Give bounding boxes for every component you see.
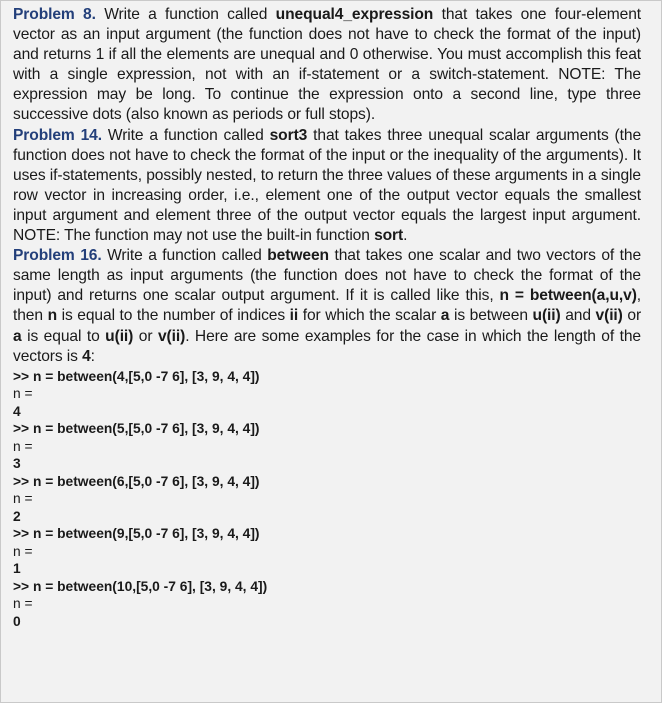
problem-8-title: Problem 8. [13,6,96,23]
example [13,525,641,578]
problem-16-title: Problem 16. [13,247,102,265]
example [13,578,641,631]
problem-set [13,5,641,630]
example-output-value: 2 [13,508,21,524]
examples-block [13,368,641,631]
problem-16-text: is between [453,307,528,325]
example-output-value: 0 [13,613,21,629]
example-command: >> n = between(9,[5,0 -7 6], [3, 9, 4, 4]) [13,526,260,542]
problem-8-text: Write a function called [104,6,268,23]
example-command: >> n = between(6,[5,0 -7 6], [3, 9, 4, 4]) [13,473,260,489]
problem-16 [13,246,641,367]
problem-16-text: or [627,307,642,325]
problem-16-text: is equal to [27,327,100,345]
problem-14-text: . [403,227,408,245]
problem-16-text: : [90,347,95,365]
problem-16-text: or [138,327,153,345]
problem-14-title: Problem 14. [13,126,102,144]
example-command: >> n = between(5,[5,0 -7 6], [3, 9, 4, 4]) [13,421,260,437]
problem-16-text: that takes one scalar and two vectors of the same length as input arguments (the function does not have to check the format of the input) and returns one scalar output argument. If it is called like this, [13,247,642,305]
function-name: sort3 [269,126,308,144]
var-v-ii: v(ii) [157,327,186,345]
example-output-var: n = [13,596,33,612]
example [13,368,641,421]
var-ii: ii [289,307,299,325]
problem-16-text: . Here are some examples for the case in which the length of the vectors is [13,327,641,365]
example [13,473,641,526]
function-name: between [267,247,329,265]
example-output-value: 1 [13,561,21,577]
function-name: unequal4_expression [275,6,434,23]
var-v-ii: v(ii) [595,307,623,325]
problem-14-text: that takes three unequal scalar arguments (the function does not have to check the format of the input or the inequality of the arguments). It uses if-statements, possibly nested, to return the three values of these arguments in a single row vector in increasing order, i.e., element one of the output vector equals the smallest input argument and element three of the output vector equals the largest input argument. NOTE: The function may not use the built-in function [13,126,642,245]
example-output-var: n = [13,438,33,454]
problem-16-text: is equal to the number of indices [61,307,286,325]
example-output-var: n = [13,386,33,402]
problem-14-text: Write a function called [107,126,264,144]
problem-14 [13,126,641,247]
problem-8-text: that takes one four-element vector as an input argument (the function does not have to check the format of the input) and returns 1 if all the elements are unequal and 0 otherwise. You must accomplish this feat with a single expression, not with an if-statement or a switch-statement. NOTE: The expression may be long. To continue the expression onto a second line, type three successive dots (also known as periods or full stops). [13,6,642,124]
function-call: n = between(a,u,v) [499,287,637,305]
example-output-value: 3 [13,456,21,472]
problem-16-text: , then [13,287,642,325]
problem-16-text: and [565,307,591,325]
vector-length: 4 [82,347,91,365]
builtin-function-name: sort [374,227,404,245]
problem-16-text: Write a function called [107,247,262,265]
var-a: a [13,327,22,345]
example-output-value: 4 [13,403,21,419]
var-u-ii: u(ii) [105,327,134,345]
example [13,420,641,473]
var-a: a [440,307,450,325]
example-command: >> n = between(4,[5,0 -7 6], [3, 9, 4, 4]) [13,368,260,384]
var-n: n [47,307,57,325]
example-output-var: n = [13,543,33,559]
example-command: >> n = between(10,[5,0 -7 6], [3, 9, 4, 4]) [13,578,268,594]
var-u-ii: u(ii) [532,307,561,325]
example-output-var: n = [13,491,33,507]
problem-8 [13,5,641,126]
problem-16-text: for which the scalar [302,307,437,325]
